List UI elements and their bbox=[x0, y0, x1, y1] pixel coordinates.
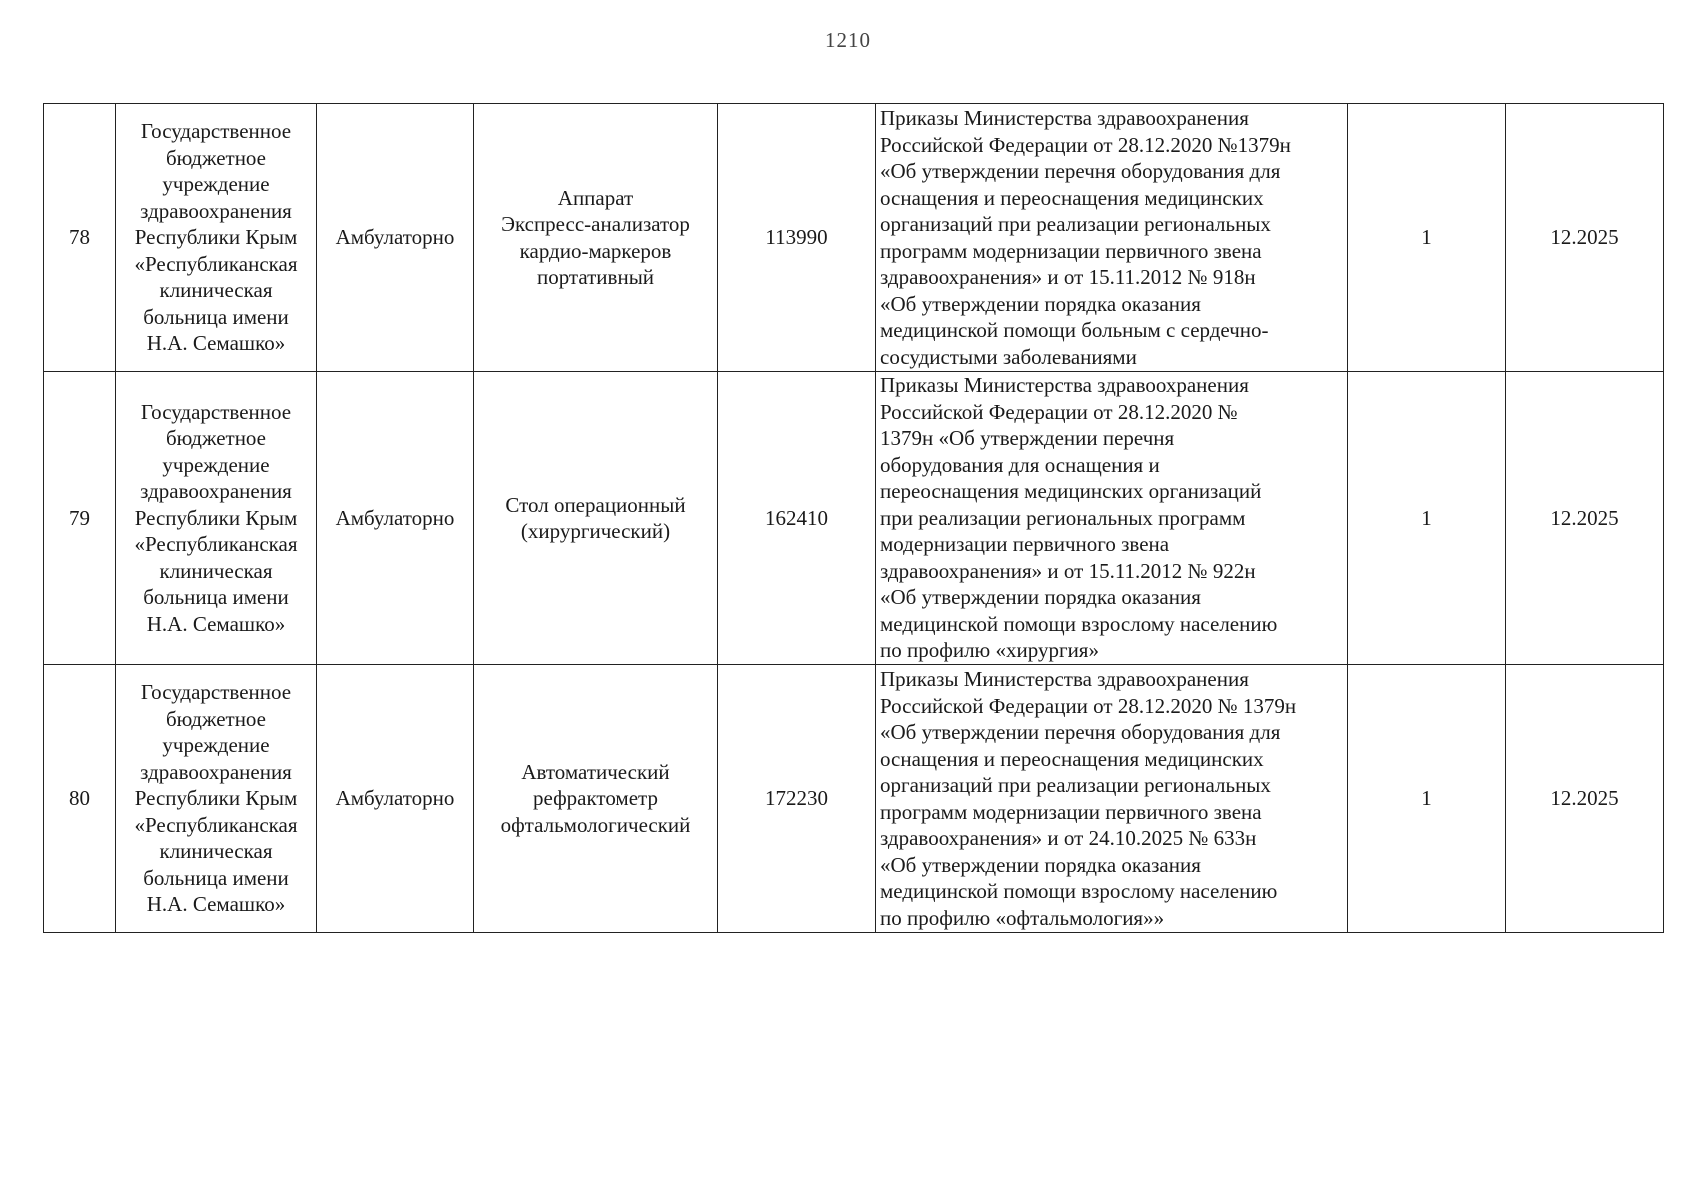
equipment-table bbox=[43, 103, 1664, 933]
table-row bbox=[44, 104, 1664, 372]
table-row bbox=[44, 665, 1664, 933]
care-type: Амбулаторно bbox=[317, 665, 474, 933]
row-number: 79 bbox=[44, 372, 116, 665]
delivery-date: 12.2025 bbox=[1506, 665, 1664, 933]
equipment-code: 162410 bbox=[718, 372, 876, 665]
care-type: Амбулаторно bbox=[317, 104, 474, 372]
equipment-name: Автоматический рефрактометр офтальмологический bbox=[474, 665, 718, 933]
table-row bbox=[44, 372, 1664, 665]
row-number: 80 bbox=[44, 665, 116, 933]
care-type: Амбулаторно bbox=[317, 372, 474, 665]
organization-name: Государственное бюджетное учреждение здравоохранения Республики Крым «Республиканская клиническая больница имени Н.А. Семашко» bbox=[116, 104, 317, 372]
equipment-code: 172230 bbox=[718, 665, 876, 933]
regulatory-documents: Приказы Министерства здравоохранения Российской Федерации от 28.12.2020 №1379н «Об утверждении перечня оборудования для оснащения и переоснащения медицинских организаций при реализации региональных программ модернизации первичного звена здравоохранения» и от 15.11.2012 № 918н «Об утверждении порядка оказания медицинской помощи больным с сердечно- сосудистыми заболеваниями bbox=[876, 104, 1348, 372]
regulatory-documents: Приказы Министерства здравоохранения Российской Федерации от 28.12.2020 № 1379н «Об утверждении перечня оборудования для оснащения и переоснащения медицинских организаций при реализации региональных программ модернизации первичного звена здравоохранения» и от 15.11.2012 № 922н «Об утверждении порядка оказания медицинской помощи взрослому населению по профилю «хирургия» bbox=[876, 372, 1348, 665]
quantity: 1 bbox=[1348, 104, 1506, 372]
equipment-name: Стол операционный (хирургический) bbox=[474, 372, 718, 665]
quantity: 1 bbox=[1348, 665, 1506, 933]
quantity: 1 bbox=[1348, 372, 1506, 665]
regulatory-documents: Приказы Министерства здравоохранения Российской Федерации от 28.12.2020 № 1379н «Об утверждении перечня оборудования для оснащения и переоснащения медицинских организаций при реализации региональных программ модернизации первичного звена здравоохранения» и от 24.10.2025 № 633н «Об утверждении порядка оказания медицинской помощи взрослому населению по профилю «офтальмология»» bbox=[876, 665, 1348, 933]
page-number: 1210 bbox=[825, 28, 871, 52]
row-number: 78 bbox=[44, 104, 116, 372]
delivery-date: 12.2025 bbox=[1506, 104, 1664, 372]
delivery-date: 12.2025 bbox=[1506, 372, 1664, 665]
equipment-name: Аппарат Экспресс-анализатор кардио-маркеров портативный bbox=[474, 104, 718, 372]
organization-name: Государственное бюджетное учреждение здравоохранения Республики Крым «Республиканская клиническая больница имени Н.А. Семашко» bbox=[116, 372, 317, 665]
equipment-code: 113990 bbox=[718, 104, 876, 372]
organization-name: Государственное бюджетное учреждение здравоохранения Республики Крым «Республиканская клиническая больница имени Н.А. Семашко» bbox=[116, 665, 317, 933]
